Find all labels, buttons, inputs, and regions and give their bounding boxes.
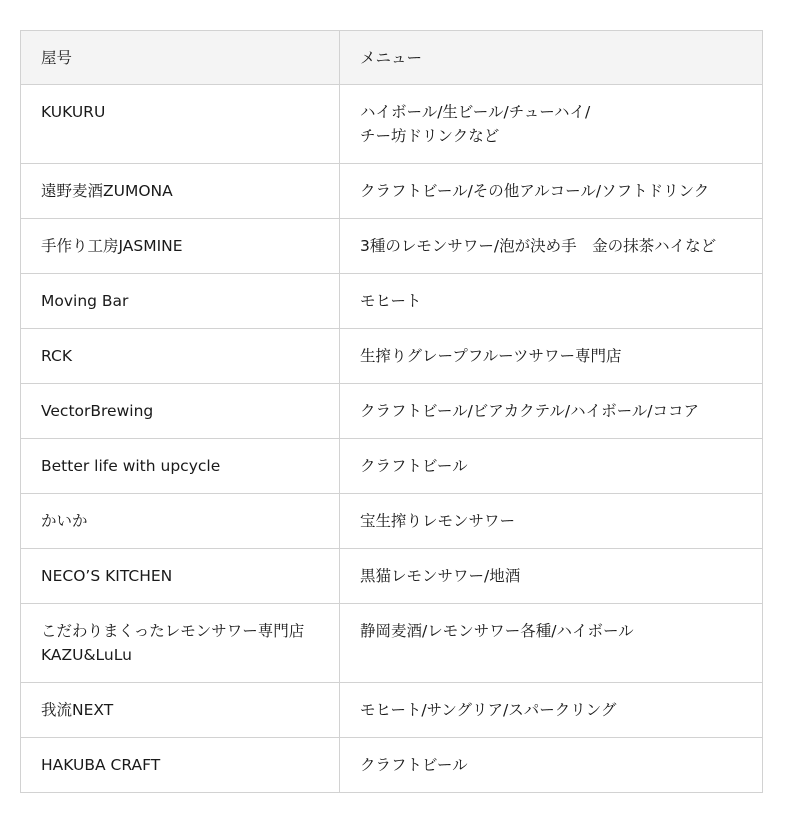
- vendor-name-cell: [21, 329, 340, 384]
- table-header-row: [21, 31, 763, 85]
- menu-items: 宝生搾りレモンサワー: [360, 512, 516, 530]
- menu-items: モヒート: [360, 292, 422, 310]
- menu-items: クラフトビール/その他アルコール/ソフトドリンク: [360, 182, 710, 200]
- menu-items: 静岡麦酒/レモンサワー各種/ハイボール: [360, 622, 634, 640]
- vendor-name: かいか: [41, 512, 88, 530]
- table-row: [21, 329, 763, 384]
- vendor-name: こだわりまくったレモンサワー専門店 KAZU&LuLu: [41, 622, 305, 664]
- menu-items: 3種のレモンサワー/泡が決め手 金の抹茶ハイなど: [360, 237, 717, 255]
- vendor-name: RCK: [41, 347, 72, 365]
- table-row: [21, 384, 763, 439]
- table-row: [21, 549, 763, 604]
- menu-cell: [340, 85, 763, 164]
- menu-items: クラフトビール: [360, 756, 468, 774]
- vendor-name: NECO’S KITCHEN: [41, 567, 173, 585]
- vendor-name-cell: [21, 604, 340, 683]
- table-row: [21, 494, 763, 549]
- vendor-name: HAKUBA CRAFT: [41, 756, 161, 774]
- table-row: [21, 274, 763, 329]
- vendor-table-container: [20, 30, 762, 793]
- menu-cell: [340, 683, 763, 738]
- menu-cell: [340, 738, 763, 793]
- menu-cell: [340, 604, 763, 683]
- table-row: [21, 439, 763, 494]
- menu-cell: [340, 219, 763, 274]
- vendor-name: Moving Bar: [41, 292, 129, 310]
- vendor-name-cell: [21, 274, 340, 329]
- column-header-menu: メニュー: [340, 31, 763, 85]
- menu-items: 生搾りグレープフルーツサワー専門店: [360, 347, 622, 365]
- menu-cell: [340, 329, 763, 384]
- vendor-name-cell: [21, 683, 340, 738]
- menu-cell: [340, 439, 763, 494]
- menu-items: 黒猫レモンサワー/地酒: [360, 567, 521, 585]
- menu-cell: [340, 164, 763, 219]
- vendor-name: 遠野麦酒ZUMONA: [41, 182, 173, 200]
- menu-items: クラフトビール: [360, 457, 468, 475]
- vendor-name: KUKURU: [41, 103, 106, 121]
- vendor-name-cell: [21, 164, 340, 219]
- table-header: [21, 31, 763, 85]
- vendor-name: VectorBrewing: [41, 402, 154, 420]
- table-row: [21, 219, 763, 274]
- table-row: [21, 738, 763, 793]
- vendor-name-cell: [21, 738, 340, 793]
- vendor-name-cell: [21, 439, 340, 494]
- vendor-name: 我流NEXT: [41, 701, 114, 719]
- menu-items: モヒート/サングリア/スパークリング: [360, 701, 617, 719]
- vendor-name-cell: [21, 549, 340, 604]
- table-row: [21, 683, 763, 738]
- vendor-name: Better life with upcycle: [41, 457, 221, 475]
- table-row: [21, 164, 763, 219]
- table-row: [21, 85, 763, 164]
- vendor-name-cell: [21, 494, 340, 549]
- vendor-menu-table: [20, 30, 763, 793]
- menu-cell: [340, 274, 763, 329]
- vendor-name: 手作り工房JASMINE: [41, 237, 183, 255]
- menu-cell: [340, 494, 763, 549]
- column-header-name: 屋号: [21, 31, 340, 85]
- menu-cell: [340, 549, 763, 604]
- vendor-name-cell: [21, 85, 340, 164]
- table-body: [21, 85, 763, 793]
- menu-cell: [340, 384, 763, 439]
- menu-items: ハイボール/生ビール/チューハイ/ チー坊ドリンクなど: [360, 103, 591, 145]
- vendor-name-cell: [21, 384, 340, 439]
- vendor-name-cell: [21, 219, 340, 274]
- menu-items: クラフトビール/ビアカクテル/ハイボール/ココア: [360, 402, 699, 420]
- table-row: [21, 604, 763, 683]
